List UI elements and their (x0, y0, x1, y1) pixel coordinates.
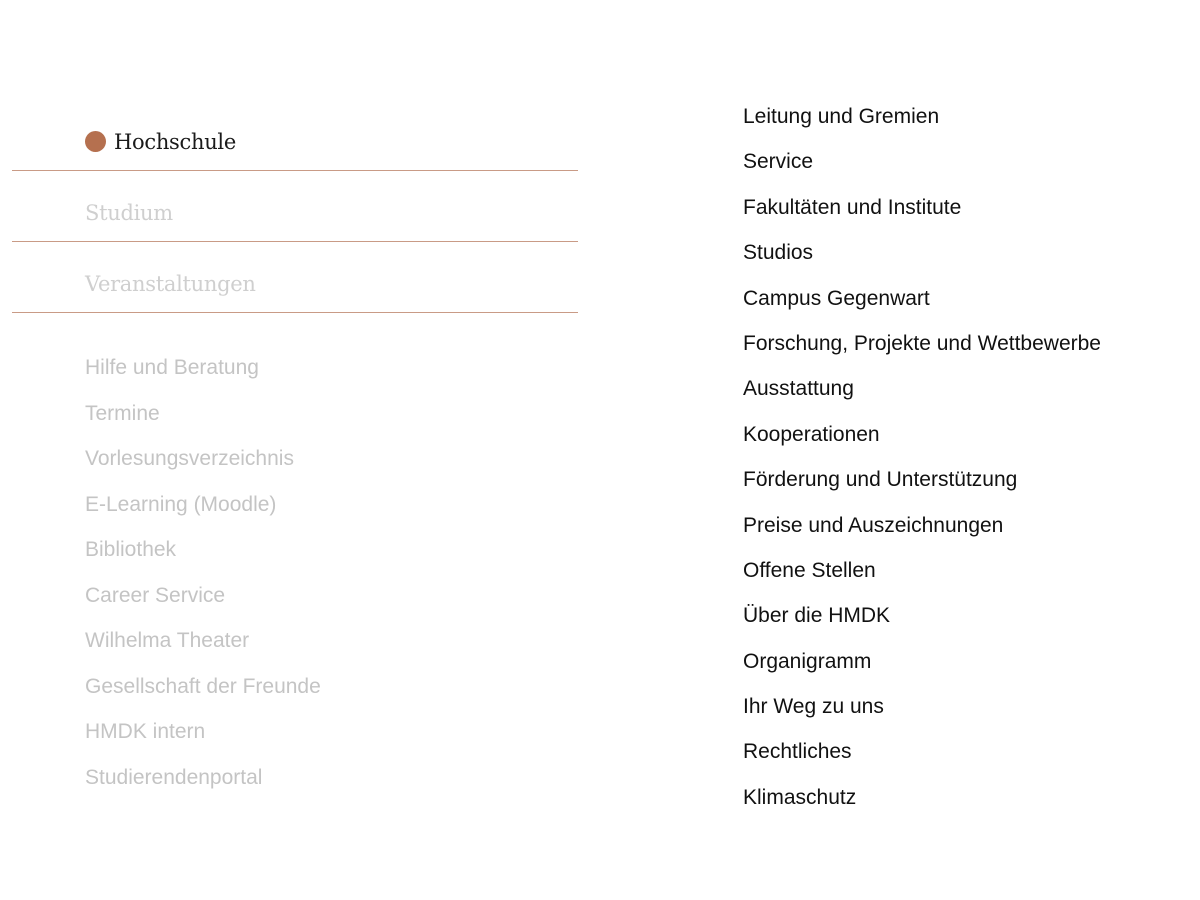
sub-nav-offene-stellen[interactable]: Offene Stellen (743, 558, 876, 582)
quick-links-list (85, 350, 321, 805)
sub-nav-preise[interactable]: Preise und Auszeichnungen (743, 513, 1004, 537)
quick-link-studierendenportal[interactable]: Studierendenportal (85, 765, 263, 789)
quick-link-bibliothek[interactable]: Bibliothek (85, 538, 177, 561)
quick-link-wilhelma-theater[interactable]: Wilhelma Theater (85, 629, 250, 652)
sub-nav-ihr-weg-zu-uns[interactable]: Ihr Weg zu uns (743, 695, 884, 719)
quick-link-termine[interactable]: Termine (85, 401, 160, 425)
sub-nav-organigramm[interactable]: Organigramm (743, 649, 872, 673)
sub-nav-fakultaeten-und-institute[interactable]: Fakultäten und Institute (743, 195, 962, 219)
sub-nav-list (743, 99, 1101, 825)
quick-link-vorlesungsverzeichnis[interactable]: Vorlesungsverzeichnis (85, 447, 294, 470)
sub-nav-ueber-die-hmdk[interactable]: Über die HMDK (743, 604, 891, 628)
main-nav-item-hochschule[interactable] (12, 100, 578, 171)
sub-nav-studios[interactable]: Studios (743, 241, 814, 265)
sub-nav-rechtliches[interactable]: Rechtliches (743, 740, 852, 764)
sub-nav-ausstattung[interactable]: Ausstattung (743, 377, 854, 401)
main-nav-label: Studium (85, 201, 173, 225)
sub-nav-leitung-und-gremien[interactable]: Leitung und Gremien (743, 105, 940, 128)
quick-link-hmdk-intern[interactable]: HMDK intern (85, 720, 206, 743)
main-nav (12, 100, 578, 313)
sub-nav-klimaschutz[interactable]: Klimaschutz (743, 785, 857, 809)
sub-nav-service[interactable]: Service (743, 150, 814, 174)
quick-link-gesellschaft-der-freunde[interactable]: Gesellschaft der Freunde (85, 674, 321, 698)
sub-nav-kooperationen[interactable]: Kooperationen (743, 422, 880, 446)
sub-nav-forschung[interactable]: Forschung, Projekte und Wettbewerbe (743, 331, 1101, 355)
quick-link-hilfe-und-beratung[interactable]: Hilfe und Beratung (85, 356, 259, 379)
quick-link-e-learning[interactable]: E-Learning (Moodle) (85, 492, 277, 516)
main-nav-label: Hochschule (114, 130, 236, 154)
main-nav-item-veranstaltungen[interactable] (12, 242, 578, 313)
quick-link-career-service[interactable]: Career Service (85, 583, 226, 607)
sub-nav-campus-gegenwart[interactable]: Campus Gegenwart (743, 286, 930, 310)
main-nav-label: Veranstaltungen (85, 272, 256, 296)
sub-nav-foerderung[interactable]: Förderung und Unterstützung (743, 468, 1018, 492)
active-dot-icon (85, 131, 106, 152)
main-nav-item-studium[interactable] (12, 171, 578, 242)
